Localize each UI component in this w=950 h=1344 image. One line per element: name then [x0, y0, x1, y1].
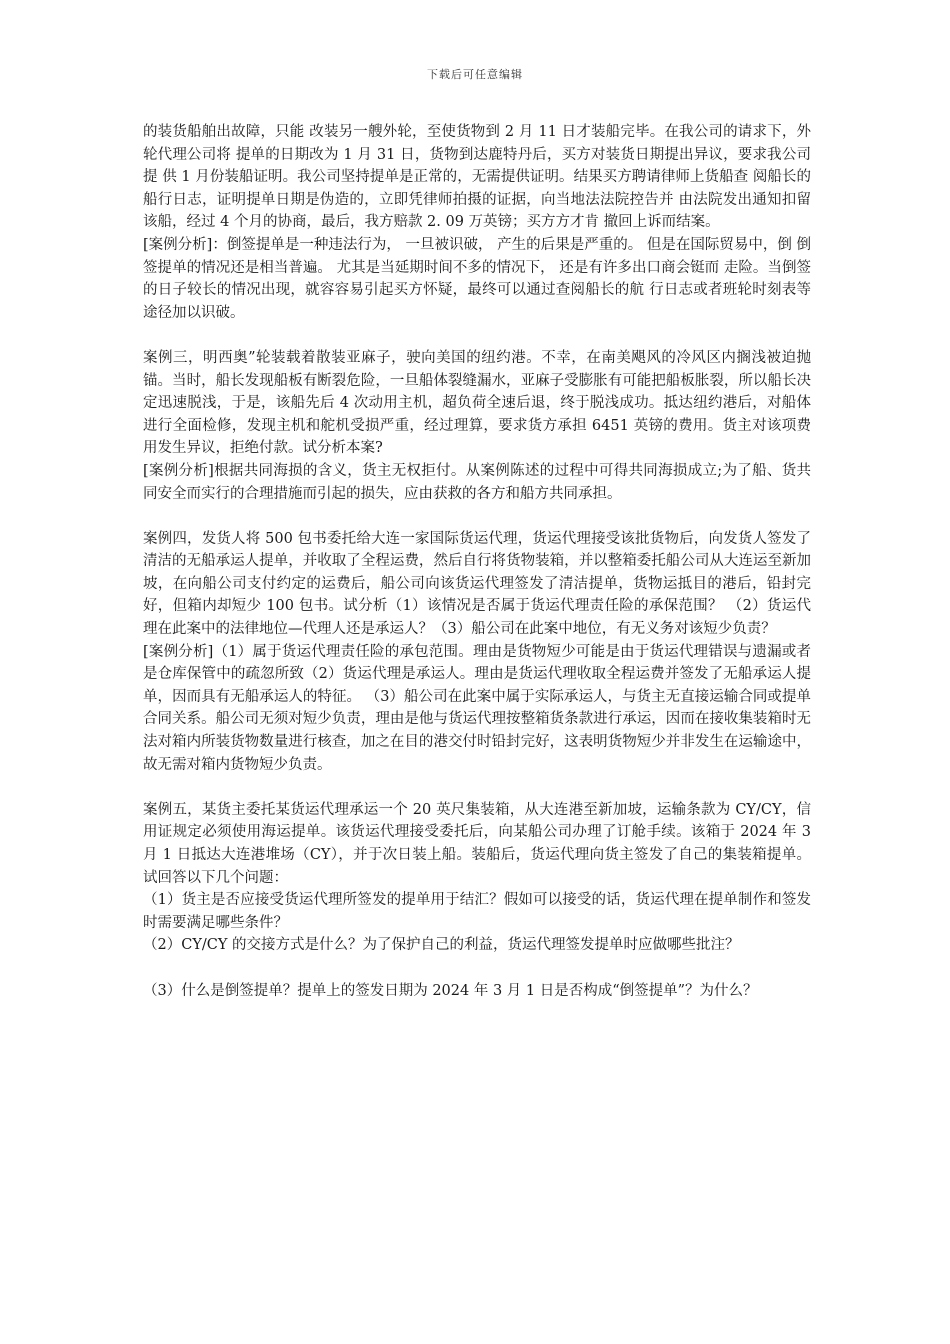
document-body	[143, 121, 811, 1002]
paragraph-case-two-analysis: [案例分析]：倒签提单是一种违法行为， 一旦被识破， 产生的后果是严重的。 但是在国际贸易中，倒 倒签提单的情况还是相当普遍。 尤其是当延期时间不多的情况下， 还是有许多出口商会铤而 走险。当倒签的日子较长的情况出现，就容容易引起买方怀疑，最终可以通过查阅船长的航 行日志或者班轮时刻表等途径加以识破。	[143, 236, 811, 321]
paragraph-case-four-analysis: [案例分析]（1）属于货运代理责任险的承包范围。理由是货物短少可能是由于货运代理错误与遗漏或者是仓库保管中的疏忽所致（2）货运代理是承运人。理由是货运代理收取全程运费并签发了无船承运人提单，因而具有无船承运人的特征。 （3）船公司在此案中属于实际承运人，与货主无直接运输合同或提单合同关系。船公司无须对短少负责，理由是他与货运代理按整箱货条款进行承运，因而在接收集装箱时无法对箱内所装货物数量进行核查，加之在目的港交付时铅封完好，这表明货物短少并非发生在运输途中，故无需对箱内货物短少负责。	[143, 643, 811, 773]
paragraph-gap	[143, 505, 811, 528]
question-three: （3）什么是倒签提单？提单上的签发日期为 2024 年 3 月 1 日是否构成“倒签提单”？为什么？	[143, 982, 758, 999]
paragraph-gap	[143, 957, 811, 980]
question-one: （1）货主是否应接受货运代理所签发的提单用于结汇？假如可以接受的话，货运代理在提单制作和签发时需要满足哪些条件？	[143, 892, 811, 931]
paragraph-gap	[143, 776, 811, 799]
paragraph-gap	[143, 324, 811, 347]
paragraph-case-four: 案例四，发货人将 500 包书委托给大连一家国际货运代理，货运代理接受该批货物后，向发货人签发了清洁的无船承运人提单，并收取了全程运费，然后自行将货物装箱，并以整箱委托船公司从大连运至新加坡，在向船公司支付约定的运费后，船公司向该货运代理签发了清洁提单，货物运抵目的港后，铅封完好，但箱内却短少 100 包书。试分析（1）该情况是否属于货运代理责任险的承保范围？ （2）货运代理在此案中的法律地位—代理人还是承运人？（3）船公司在此案中地位，有无义务对该短少负责？	[143, 530, 811, 638]
paragraph-case-three: 案例三，明西奥”轮装载着散装亚麻子，驶向美国的纽约港。不幸，在南美飓风的冷风区内搁浅被迫抛锚。当时，船长发现船板有断裂危险，一旦船体裂缝漏水，亚麻子受膨胀有可能把船板胀裂，所以船长决定迅速脱浅，于是，该船先后 4 次动用主机，超负荷全速后退，终于脱浅成功。抵达纽约港后，对船体进行全面检修，发现主机和舵机受损严重，经过理算，要求货方承担 6451 英镑的费用。货主对该项费用发生异议，拒绝付款。试分析本案?	[143, 349, 811, 457]
question-two: （2）CY/CY 的交接方式是什么？为了保护自己的利益，货运代理签发提单时应做哪些批注？	[143, 937, 740, 954]
paragraph-case-five: 案例五，某货主委托某货运代理承运一个 20 英尺集装箱，从大连港至新加坡，运输条款为 CY/CY，信用证规定必须使用海运提单。该货运代理接受委托后，向某船公司办理了订舱手续。该箱于 2024 年 3 月 1 日抵达大连港堆场（CY），并于次日装上船。装船后，货运代理向货主签发了自己的集装箱提单。试回答以下几个问题：	[143, 801, 811, 886]
page-header: 下载后可任意编辑	[427, 68, 523, 81]
paragraph-case-two-facts: 的装货船舶出故障，只能 改装另一艘外轮，至使货物到 2 月 11 日才装船完毕。在我公司的请求下，外轮代理公司将 提单的日期改为 1 月 31 日，货物到达鹿特丹后，买方对装货日期提出异议，要求我公司提 供 1 月份装船证明。我公司坚持提单是正常的，无需提供证明。结果买方聘请律师上货船查 阅船长的船行日志，证明提单日期是伪造的，立即凭律师拍摄的证据，向当地法法院控告并 由法院发出通知扣留该船，经过 4 个月的协商，最后，我方赔款 2. 09 万英镑；买方方才肯 撤回上诉而结案。	[143, 124, 811, 231]
paragraph-case-three-analysis: [案例分析]根据共同海损的含义，货主无权拒付。从案例陈述的过程中可得共同海损成立;为了船、货共同安全而实行的合理措施而引起的损失，应由获救的各方和船方共同承担。	[143, 462, 811, 502]
